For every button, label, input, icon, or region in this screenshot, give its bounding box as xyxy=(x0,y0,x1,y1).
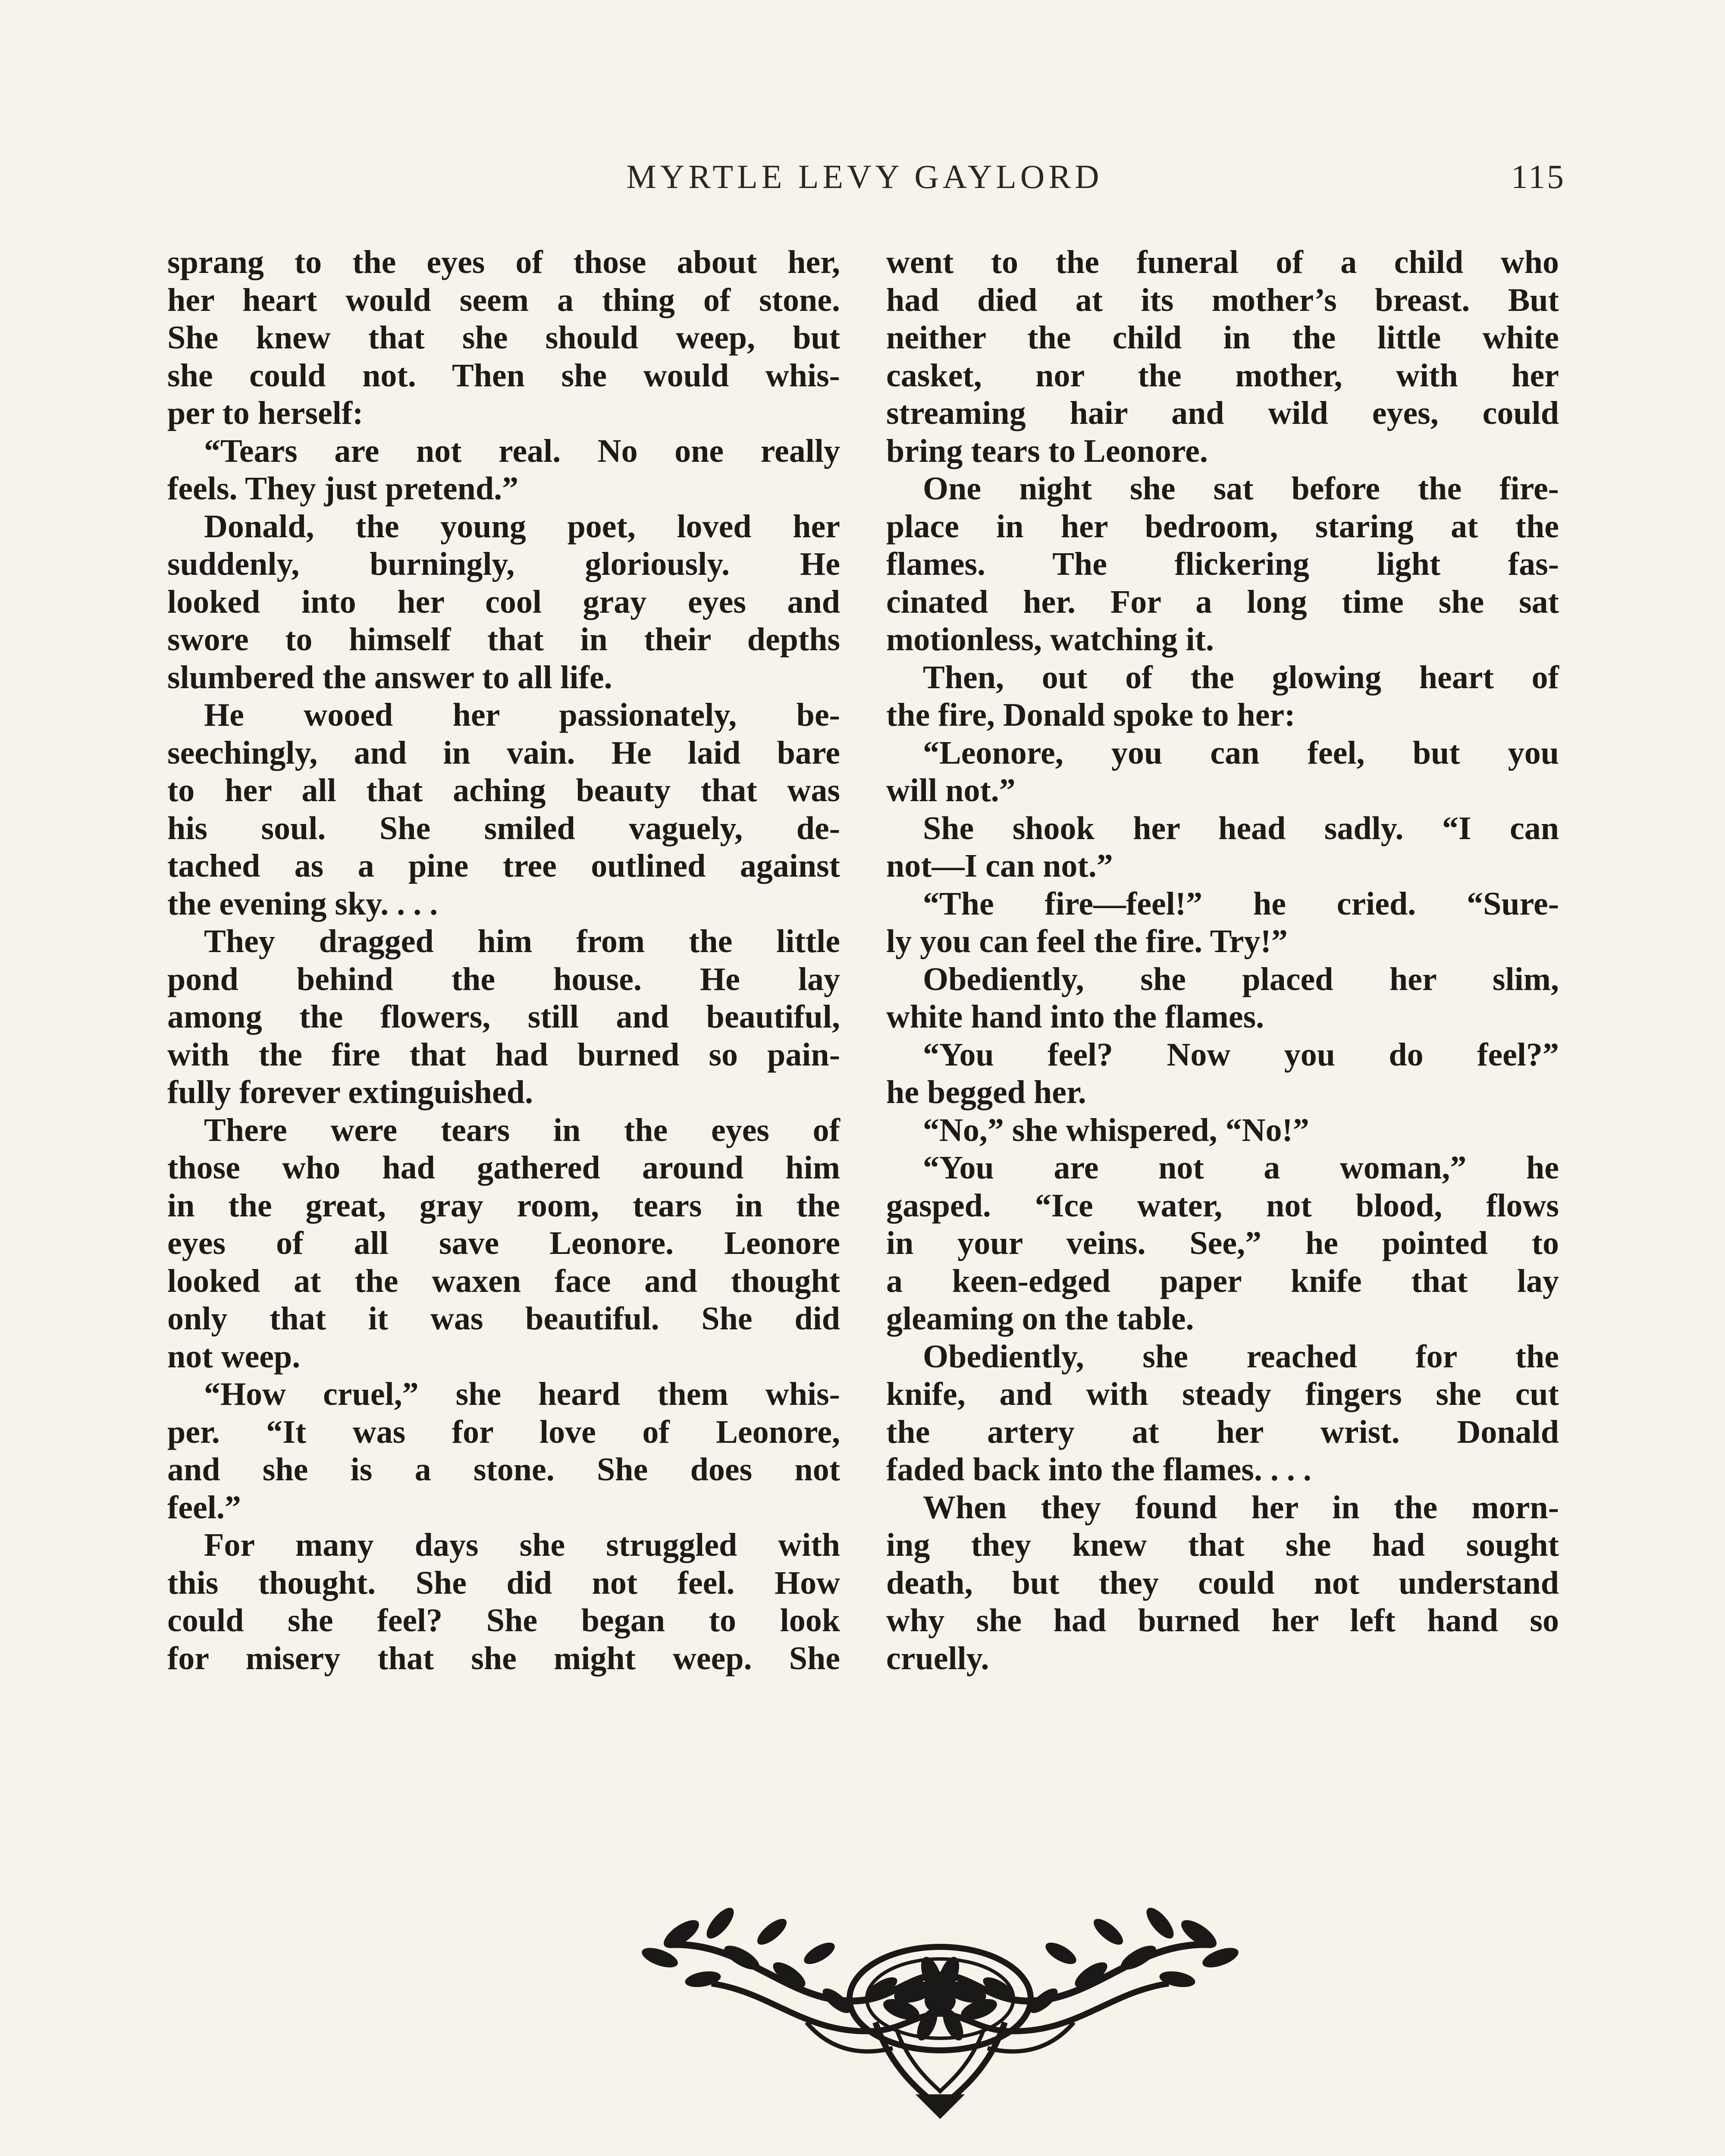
text-line: and she is a stone. She does not xyxy=(167,1451,840,1488)
text-line: gleaming on the table. xyxy=(886,1300,1194,1337)
text-line: not weep. xyxy=(167,1338,301,1375)
running-head xyxy=(164,151,1565,203)
text-line: He wooed her passionately, be- xyxy=(204,697,840,733)
text-line: There were tears in the eyes of xyxy=(204,1112,840,1148)
text-line: cruelly. xyxy=(886,1640,989,1677)
paragraph xyxy=(886,734,1559,810)
text-line: his soul. She smiled vaguely, de- xyxy=(167,810,840,846)
text-line: bring tears to Leonore. xyxy=(886,432,1208,469)
text-line: “Tears are not real. No one really xyxy=(204,432,840,469)
text-line: “How cruel,” she heard them whis- xyxy=(204,1376,840,1412)
text-line: per. “It was for love of Leonore, xyxy=(167,1413,840,1450)
text-line: not—I can not.” xyxy=(886,848,1113,884)
text-line: seechingly, and in vain. He laid bare xyxy=(167,734,840,771)
text-line: swore to himself that in their depths xyxy=(167,621,840,658)
text-line: sprang to the eyes of those about her, xyxy=(167,244,840,280)
text-line: pond behind the house. He lay xyxy=(167,961,840,997)
text-line: “You feel? Now you do feel?” xyxy=(923,1036,1559,1073)
text-line: Donald, the young poet, loved her xyxy=(204,508,840,545)
text-line: “The fire—feel!” he cried. “Sure- xyxy=(923,885,1559,922)
text-line: tached as a pine tree outlined against xyxy=(167,848,840,884)
text-line: looked into her cool gray eyes and xyxy=(167,583,840,620)
paragraph xyxy=(167,1376,840,1526)
text-line: a keen-edged paper knife that lay xyxy=(886,1263,1559,1299)
text-line: streaming hair and wild eyes, could xyxy=(886,395,1559,431)
text-line: Then, out of the glowing heart of xyxy=(923,659,1559,696)
text-line: the artery at her wrist. Donald xyxy=(886,1413,1559,1450)
paragraph xyxy=(886,470,1559,659)
text-line: When they found her in the morn- xyxy=(923,1489,1559,1526)
text-line: They dragged him from the little xyxy=(204,923,840,959)
text-line: cinated her. For a long time she sat xyxy=(886,583,1559,620)
text-line: her heart would seem a thing of stone. xyxy=(167,282,840,318)
paragraph xyxy=(167,696,840,923)
paragraph xyxy=(167,508,840,697)
paragraph xyxy=(886,961,1559,1036)
paragraph xyxy=(167,923,840,1112)
paragraph xyxy=(886,1489,1559,1678)
text-line: for misery that she might weep. She xyxy=(167,1640,840,1677)
paragraph xyxy=(167,1526,840,1677)
text-line: faded back into the flames. . . . xyxy=(886,1451,1311,1488)
text-line: “You are not a woman,” he xyxy=(923,1150,1559,1186)
paragraph xyxy=(886,244,1559,470)
running-title: MYRTLE LEVY GAYLORD xyxy=(626,158,1103,195)
paragraph xyxy=(886,1149,1559,1338)
page-number: 115 xyxy=(1511,158,1565,195)
text-line: among the flowers, still and beautiful, xyxy=(167,999,840,1035)
text-line: fully forever extinguished. xyxy=(167,1074,533,1110)
text-line: Obediently, she reached for the xyxy=(923,1338,1559,1375)
paragraph xyxy=(886,1338,1559,1489)
paragraph xyxy=(886,885,1559,961)
text-line: death, but they could not understand xyxy=(886,1564,1559,1601)
paragraph xyxy=(886,1036,1559,1112)
text-line: casket, nor the mother, with her xyxy=(886,357,1559,394)
text-line: feels. They just pretend.” xyxy=(167,470,519,507)
text-line: this thought. She did not feel. How xyxy=(167,1564,840,1601)
text-line: flames. The flickering light fas- xyxy=(886,546,1559,582)
text-line: the evening sky. . . . xyxy=(167,885,438,922)
text-column-left xyxy=(167,244,840,1677)
text-line: per to herself: xyxy=(167,395,364,431)
paragraph xyxy=(886,659,1559,734)
text-line: She knew that she should weep, but xyxy=(167,320,840,356)
text-line: knife, and with steady fingers she cut xyxy=(886,1376,1559,1412)
text-line: place in her bedroom, staring at the xyxy=(886,508,1559,545)
text-line: ly you can feel the fire. Try!” xyxy=(886,923,1288,959)
paragraph xyxy=(167,244,840,432)
text-line: neither the child in the little white xyxy=(886,320,1559,356)
text-line: those who had gathered around him xyxy=(167,1150,840,1186)
text-line: “Leonore, you can feel, but you xyxy=(923,734,1559,771)
paragraph xyxy=(886,810,1559,885)
text-line: the fire, Donald spoke to her: xyxy=(886,697,1295,733)
text-line: feel.” xyxy=(167,1489,241,1526)
text-line: gasped. “Ice water, not blood, flows xyxy=(886,1187,1559,1224)
paragraph xyxy=(886,1112,1559,1150)
text-line: eyes of all save Leonore. Leonore xyxy=(167,1225,840,1261)
text-line: will not.” xyxy=(886,772,1016,808)
text-line: Obediently, she placed her slim, xyxy=(923,961,1559,997)
floral-tailpiece-ornament-icon xyxy=(634,1893,1246,2126)
text-line: only that it was beautiful. She did xyxy=(167,1300,840,1337)
paragraph xyxy=(167,1112,840,1376)
text-line: motionless, watching it. xyxy=(886,621,1214,658)
text-line: ing they knew that she had sought xyxy=(886,1527,1559,1563)
text-line: had died at its mother’s breast. But xyxy=(886,282,1559,318)
text-line: why she had burned her left hand so xyxy=(886,1602,1559,1639)
text-line: suddenly, burningly, gloriously. He xyxy=(167,546,840,582)
text-line: white hand into the flames. xyxy=(886,999,1264,1035)
text-line: with the fire that had burned so pain- xyxy=(167,1036,840,1073)
text-line: “No,” she whispered, “No!” xyxy=(923,1112,1309,1148)
text-line: could she feel? She began to look xyxy=(167,1602,840,1639)
text-line: For many days she struggled with xyxy=(204,1527,840,1563)
text-line: in the great, gray room, tears in the xyxy=(167,1187,840,1224)
text-line: slumbered the answer to all life. xyxy=(167,659,612,696)
text-line: She shook her head sadly. “I can xyxy=(923,810,1559,846)
text-line: she could not. Then she would whis- xyxy=(167,357,840,394)
text-line: went to the funeral of a child who xyxy=(886,244,1559,280)
paragraph xyxy=(167,432,840,508)
text-line: to her all that aching beauty that was xyxy=(167,772,840,808)
text-line: One night she sat before the fire- xyxy=(923,470,1559,507)
text-line: looked at the waxen face and thought xyxy=(167,1263,840,1299)
text-line: in your veins. See,” he pointed to xyxy=(886,1225,1559,1261)
text-line: he begged her. xyxy=(886,1074,1086,1110)
text-column-right xyxy=(886,244,1559,1677)
